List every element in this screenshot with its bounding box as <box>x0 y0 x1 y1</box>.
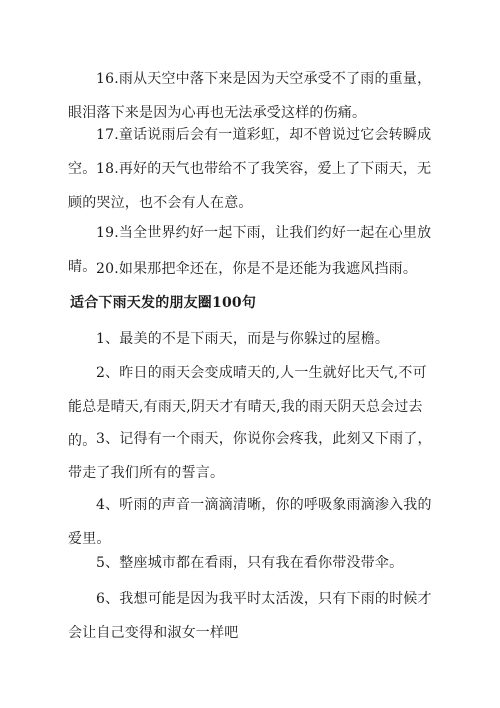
list-item: 17.童话说雨后会有一道彩虹，却不曾说过它会转瞬成空。 <box>68 127 432 177</box>
list-item: 20.如果那把伞还在，你是不是还能为我遮风挡雨。 <box>96 261 418 277</box>
list-item: 4、听雨的声音一滴滴清晰，你的呼吸象雨滴渗入我的爱里。 <box>68 497 432 547</box>
list-item: 5、整座城市都在看雨，只有我在看你带没带伞。 <box>96 555 404 571</box>
list-item: 6、我想可能是因为我平时太活泼，只有下雨的时候才会让自己变得和淑女一样吧 <box>68 591 432 641</box>
list-item: 19.当全世界约好一起下雨，让我们约好一起在心里放晴。 <box>68 225 432 275</box>
list-item: 3、记得有一个雨天，你说你会疼我，此刻又下雨了，带走了我们所有的誓言。 <box>68 431 432 481</box>
list-item: 18.再好的天气也带给不了我笑容，爱上了下雨天，无顾的哭泣，也不会有人在意。 <box>68 161 432 211</box>
list-item: 2、昨日的雨天会变成晴天的,人一生就好比天气,不可能总是晴天,有雨天,阴天才有晴天,我的雨天阴天总会过去的。 <box>68 365 427 449</box>
list-item: 16.雨从天空中落下来是因为天空承受不了雨的重量，眼泪落下来是因为心再也无法承受这样的伤痛。 <box>68 71 432 121</box>
list-item: 1、最美的不是下雨天，而是与你躲过的屋檐。 <box>96 331 390 347</box>
section-heading: 适合下雨天发的朋友圈100句 <box>70 295 257 311</box>
